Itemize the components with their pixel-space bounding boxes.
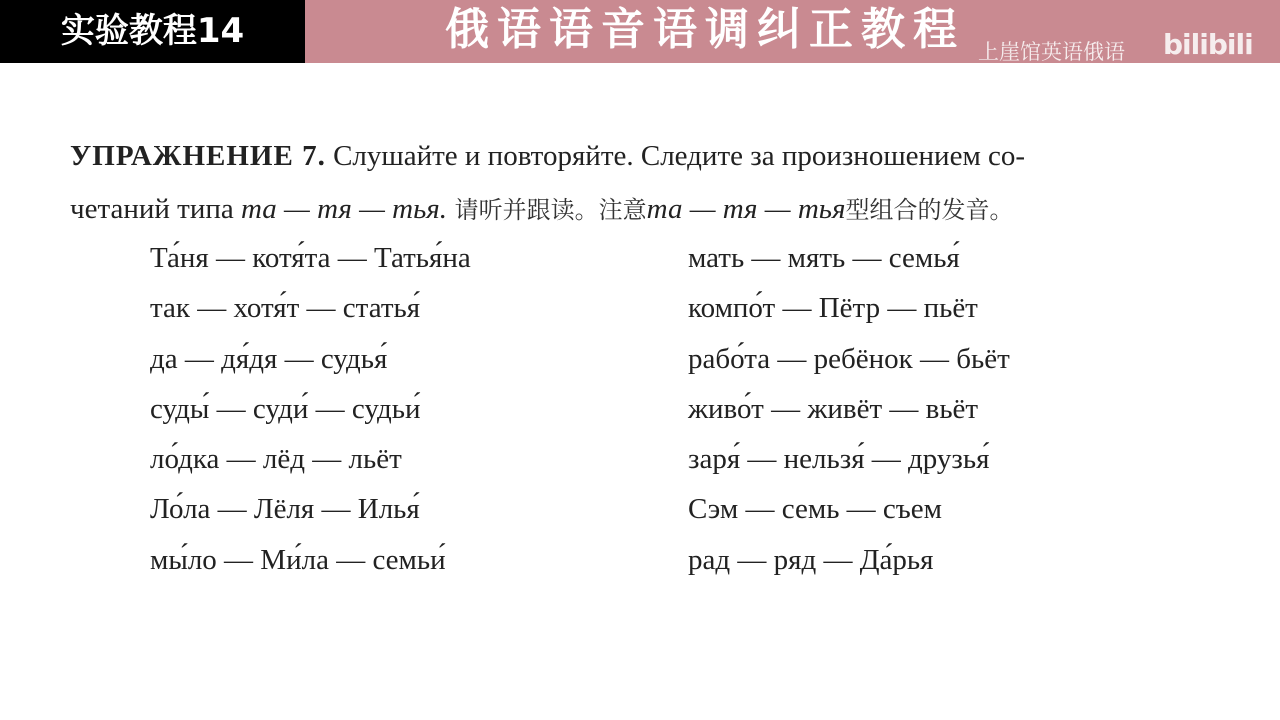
exercise-instruction-line-2 [70, 190, 1013, 226]
word-row: ло́дка — лёд — льёт [150, 443, 402, 476]
lesson-number-label: 实验教程14 [0, 0, 305, 63]
video-banner [0, 0, 1280, 63]
word-row: мы́ло — Ми́ла — семьи́ [150, 543, 446, 576]
word-row: живо́т — живёт — вьёт [688, 392, 979, 425]
word-row: Та́ня — котя́та — Татья́на [150, 242, 471, 274]
word-row: мать — мять — семья́ [688, 242, 960, 274]
word-row: рад — ряд — Да́рья [688, 543, 934, 576]
channel-watermark: 上崖馆英语俄语 [978, 40, 1125, 64]
word-row: Сэм — семь — съем [688, 493, 943, 526]
pattern-text: та — тя — тья. [241, 193, 448, 225]
word-row: да — дя́дя — судья́ [150, 342, 388, 375]
word-row: так — хотя́т — статья́ [150, 292, 421, 325]
word-list-right [688, 238, 1010, 590]
word-row: рабо́та — ребёнок — бьёт [688, 342, 1010, 375]
chinese-instruction-2: 型组合的发音。 [845, 196, 1014, 224]
exercise-heading: УПРАЖНЕНИЕ 7. [70, 140, 326, 172]
word-row: суды́ — суди́ — судьи́ [150, 392, 421, 425]
word-row: компо́т — Пётр — пьёт [688, 292, 978, 325]
bilibili-logo: bilibili [1163, 28, 1253, 61]
word-list-left [150, 238, 471, 590]
pattern-text-2: та — тя — тья [646, 193, 846, 225]
exercise-instruction-line-1 [70, 140, 1025, 173]
course-title: 俄语语音语调纠正教程 [445, 4, 965, 55]
chinese-instruction: 请听并跟读。注意 [447, 196, 647, 224]
instruction-text-cont: четаний типа [70, 193, 241, 225]
word-row: заря́ — нельзя́ — друзья́ [688, 443, 990, 476]
instruction-text: Слушайте и повторяйте. Следите за произношением со- [325, 140, 1026, 172]
word-row: Ло́ла — Лёля — Илья́ [150, 493, 420, 526]
